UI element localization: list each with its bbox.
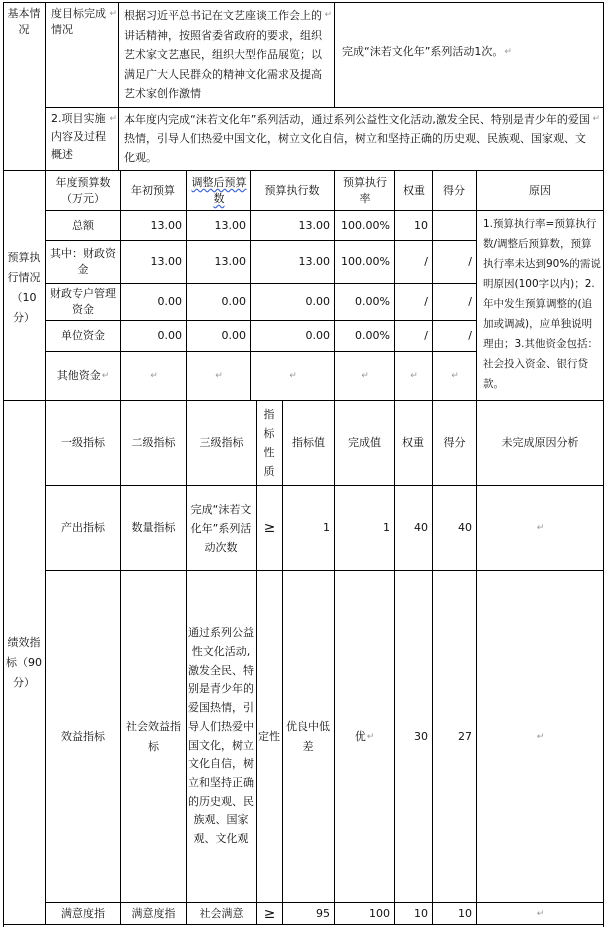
cell-score: 40 xyxy=(458,521,472,534)
goal-label: 度目标完成情况 ↵ xyxy=(51,7,117,36)
row-label: 其他资金 ↵ xyxy=(56,369,110,382)
header-level3: 三级指标 xyxy=(199,436,244,449)
cell-rate: 100.00% xyxy=(341,255,390,268)
cell-value: 1 xyxy=(323,521,330,534)
cell-score: / xyxy=(468,295,472,308)
cell-initial: 13.00 xyxy=(150,255,182,268)
cell-rate: ↵ xyxy=(361,371,369,381)
cell-initial: 0.00 xyxy=(157,329,182,342)
header-level2: 二级指标 xyxy=(131,436,176,449)
cell-score: 10 xyxy=(458,906,472,920)
header-adjusted: 调整后预算数 xyxy=(191,176,247,205)
cell-rate: 100.00% xyxy=(341,218,390,232)
header-reason: 原因 xyxy=(529,184,551,197)
reason-note: 1.预算执行率=预算执行数/调整后预算数，预算执行率未达到90%的需说明原因(100字以内)；2.年中发生预算调整的(追加或调减)，应单独说明理由；3.其他资金包括：社会投入资金、银行贷款。 xyxy=(483,218,601,390)
row-label: 单位资金 xyxy=(61,329,105,342)
header-year-budget: 年度预算数（万元） xyxy=(55,176,111,205)
cell-score xyxy=(433,211,476,240)
performance-section-label: 绩效指标（90分） xyxy=(6,636,42,689)
impl-text: 本年度内完成“沫若文化年”系列活动，通过系列公益性文化活动,激发全民、特别是青少年的爱国热情，引导人们热爱中国文化，树立文化自信，树立和坚持正确的历史观、民族观、国家观、文化观。 ↵ xyxy=(124,113,600,164)
cell-weight: / xyxy=(424,295,428,308)
cell-value: 优良中低差 xyxy=(286,719,330,753)
cell-initial: 13.00 xyxy=(150,218,182,232)
cell-level1: 效益指标 xyxy=(61,729,105,743)
header-done: 完成值 xyxy=(348,436,381,449)
cell-done: 1 xyxy=(383,521,390,534)
cell-initial: 0.00 xyxy=(157,295,182,308)
cell-adjusted: 13.00 xyxy=(214,255,246,268)
cell-nature: ≥ xyxy=(263,520,276,536)
cell-score: 27 xyxy=(458,729,472,743)
goal-result: 完成“沫若文化年”系列活动1次。 ↵ xyxy=(342,45,512,58)
header-perf-weight: 权重 xyxy=(402,436,424,449)
cell-nature: 定性 xyxy=(258,729,280,743)
cell-analysis: ↵ xyxy=(536,731,545,742)
cell-level2: 数量指标 xyxy=(131,521,176,534)
header-weight: 权重 xyxy=(403,184,425,197)
cell-executed: 0.00 xyxy=(305,295,330,308)
cell-weight: / xyxy=(424,255,428,268)
cell-score: / xyxy=(468,255,472,268)
cell-nature: ≥ xyxy=(263,905,276,922)
row-label: 其中：财政资金 xyxy=(50,247,116,276)
cell-adjusted: 13.00 xyxy=(214,218,246,232)
cell-done: 100 xyxy=(369,906,390,920)
row-label: 财政专户管理资金 xyxy=(50,287,116,316)
cell-executed: ↵ xyxy=(289,371,297,381)
header-perf-score: 得分 xyxy=(443,436,466,449)
cell-level1: 满意度指 xyxy=(61,906,105,920)
cell-score: / xyxy=(468,329,472,342)
cell-weight: ↵ xyxy=(410,371,418,381)
goal-text: 根据习近平总书记在文艺座谈工作会上的讲话精神，按照省委省政府的要求，组织艺术家文艺惠民，组织大型作品展览；以满足广大人民群众的精神文化需求及提高艺术家创作激情 ↵ xyxy=(124,9,332,100)
cell-initial: ↵ xyxy=(150,371,158,381)
header-value: 指标值 xyxy=(292,436,325,449)
cell-weight: 30 xyxy=(414,729,428,743)
cell-level3: 通过系列公益性文化活动,激发全民、特别是青少年的爱国热情，引导人们热爱中国文化，树立文化自信，树立和坚持正确的历史观、民族观、国家观、文化观 xyxy=(188,626,254,846)
header-analysis: 未完成原因分析 xyxy=(501,436,579,449)
header-nature: 指标性质 xyxy=(263,408,275,478)
impl-label: 2.项目实施内容及过程概述 ↵ xyxy=(51,112,117,161)
cell-done: 优 ↵ xyxy=(354,729,375,743)
cell-executed: 13.00 xyxy=(298,218,330,232)
cell-weight: 10 xyxy=(414,906,428,920)
cell-level1: 产出指标 xyxy=(61,521,105,534)
header-score: 得分 xyxy=(443,184,465,197)
header-level1: 一级指标 xyxy=(61,436,105,449)
header-rate: 预算执行率 xyxy=(343,176,387,205)
cell-rate: 0.00% xyxy=(355,295,390,308)
cell-value: 95 xyxy=(316,906,330,920)
cell-analysis: ↵ xyxy=(536,523,545,533)
cell-adjusted: 0.00 xyxy=(221,295,246,308)
cell-weight: 40 xyxy=(414,521,428,534)
header-initial: 年初预算 xyxy=(131,184,175,197)
cell-weight: / xyxy=(424,329,428,342)
cell-executed: 13.00 xyxy=(298,255,330,268)
cell-level3: 完成“沫若文化年”系列活动次数 xyxy=(190,502,252,554)
row-label: 总额 xyxy=(72,218,94,232)
cell-weight: 10 xyxy=(414,218,428,232)
cell-executed: 0.00 xyxy=(305,329,330,342)
cell-analysis: ↵ xyxy=(536,908,545,919)
basic-section-label: 基本情况 xyxy=(7,7,41,36)
cell-adjusted: ↵ xyxy=(215,371,223,381)
header-executed: 预算执行数 xyxy=(264,184,320,197)
cell-level2: 满意度指 xyxy=(131,906,176,920)
cell-rate: 0.00% xyxy=(355,329,390,342)
cell-level3: 社会满意 xyxy=(199,906,244,920)
budget-section-label: 预算执行情况（10分） xyxy=(7,251,41,324)
cell-score: ↵ xyxy=(451,371,459,381)
cell-level2: 社会效益指标 xyxy=(126,719,181,753)
cell-adjusted: 0.00 xyxy=(221,329,246,342)
